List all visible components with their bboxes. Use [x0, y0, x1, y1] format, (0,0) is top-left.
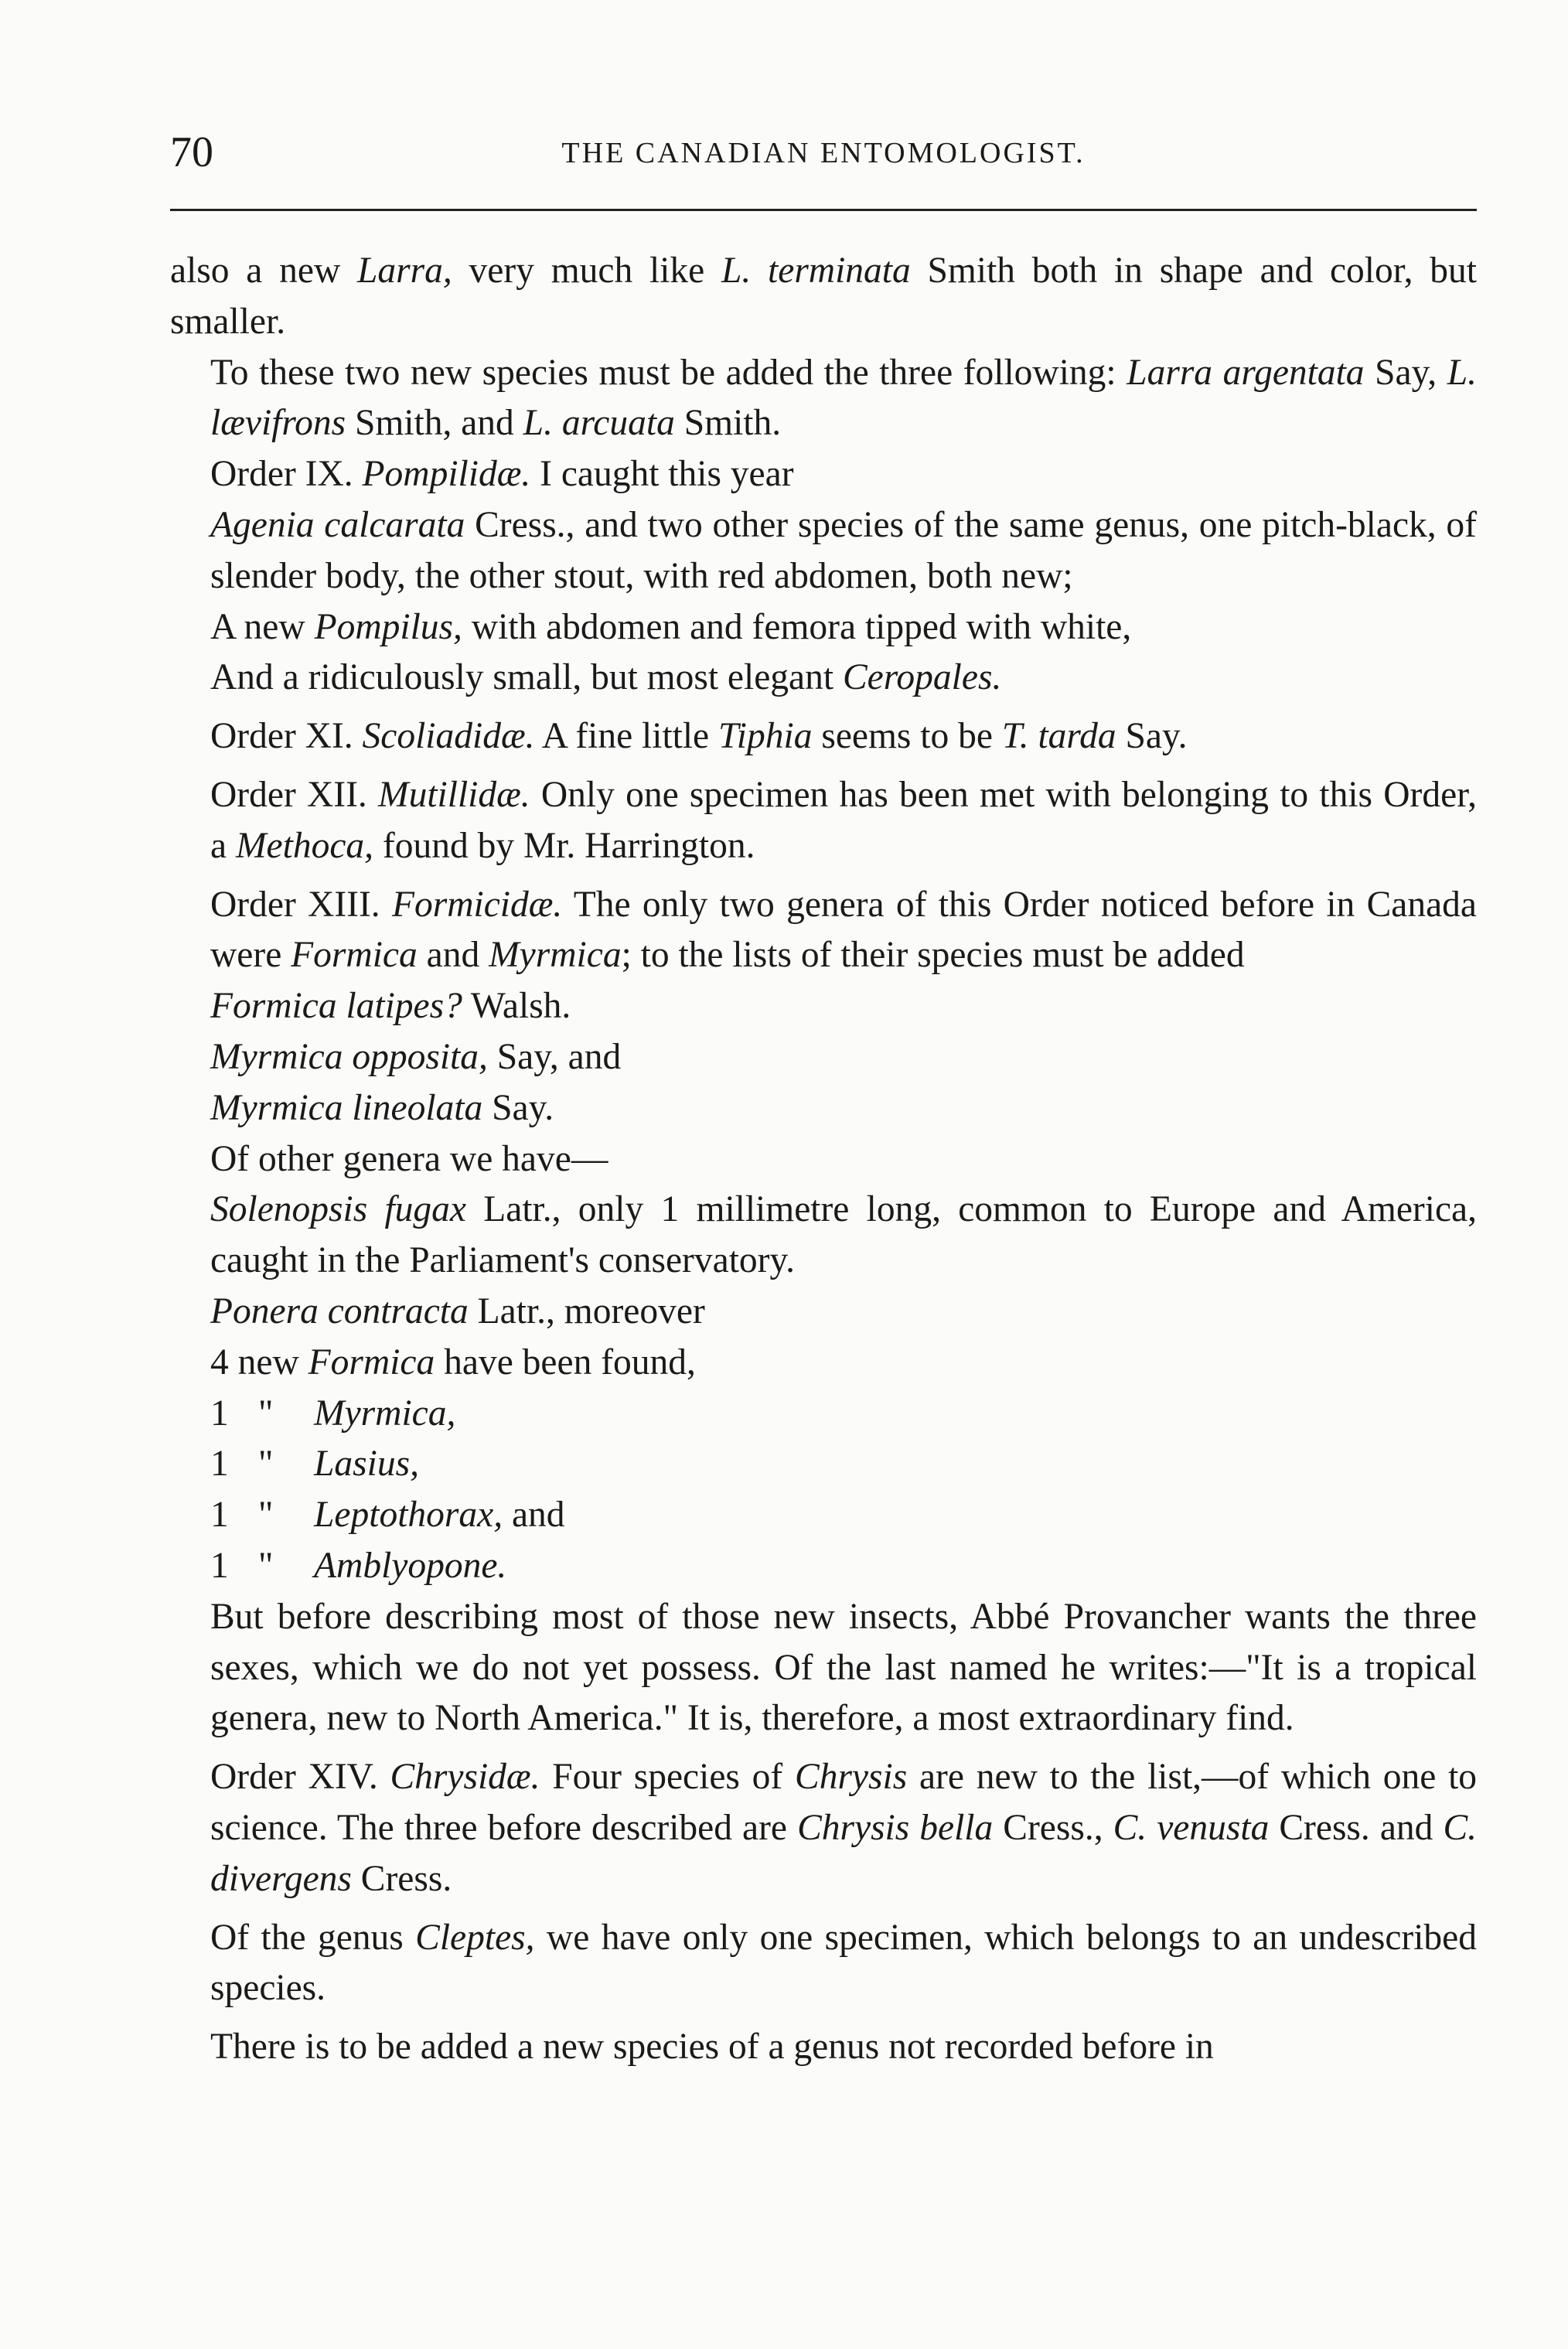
text-run: There is to be added a new species of a genus not recorded before in	[210, 2027, 1214, 2068]
page-number: 70	[170, 128, 213, 176]
genus-name: Leptothorax,	[314, 1495, 503, 1536]
taxon-name: Myrmica	[489, 935, 622, 976]
text-run: Cress., and two other species of the same genus, one pitch-black, of slender body, the other stout, with red abdomen, both new;	[210, 504, 1477, 596]
taxon-name: Mutillidæ.	[378, 774, 530, 815]
text-run: To these two new species must be added the three following:	[210, 352, 1127, 393]
text-run: we have only one specimen, which belongs to an undescribed species.	[210, 1917, 1477, 2009]
genus-count-list	[170, 1389, 1477, 1592]
taxon-name: C. divergens	[210, 1807, 1478, 1899]
list-item	[170, 1439, 1477, 1490]
text-run: Say,	[1364, 352, 1447, 393]
taxon-name: L. terminata	[721, 251, 911, 291]
paragraph	[170, 1338, 1477, 1389]
text-run: Cress.	[351, 1858, 452, 1899]
taxon-name: Pompilidæ.	[362, 454, 531, 495]
text-run: Of other genera we have—	[210, 1138, 608, 1179]
taxon-name: Ponera contracta	[210, 1290, 469, 1331]
running-header	[170, 125, 1477, 179]
text-run: Walsh.	[462, 986, 571, 1027]
list-item	[170, 1541, 1477, 1592]
text-run: Cress.,	[993, 1807, 1113, 1848]
taxon-name: Tiphia	[718, 716, 813, 757]
text-run: And a ridiculously small, but most elegant	[210, 657, 843, 698]
text-run: Order XI.	[210, 716, 363, 757]
taxon-name: Pompilus,	[314, 606, 462, 647]
taxon-name: L. lævifrons	[210, 352, 1478, 444]
text-run: Cress. and	[1269, 1807, 1444, 1848]
text-run: Order XIII.	[210, 884, 392, 925]
text-run: with abdomen and femora tipped with white,	[462, 606, 1132, 647]
genus-name: Myrmica,	[314, 1393, 456, 1434]
text-run: Latr., only 1 millimetre long, common to Europe and America, caught in the Parliament's conservatory.	[210, 1189, 1477, 1281]
taxon-name: Ceropales.	[842, 657, 1002, 698]
taxon-name: Methoca,	[235, 825, 374, 866]
taxon-name: Larra,	[357, 251, 452, 291]
text-run: Say.	[482, 1087, 554, 1128]
text-run: But before describing most of those new insects, Abbé Provancher wants the three sexes, which we do not yet possess. Of the last named he writes:—"It is a tropical genera, new to North America." It is, therefore, a most extraordinary find.	[210, 1596, 1477, 1739]
paragraph	[170, 1287, 1477, 1338]
text-run: found by Mr. Harrington.	[373, 825, 755, 866]
list-item	[170, 1490, 1477, 1541]
taxon-name: Myrmica lineolata	[210, 1087, 483, 1128]
text-run: A fine little	[534, 716, 718, 757]
ditto-mark: "	[258, 1393, 274, 1434]
text-run: Four species of	[540, 1757, 796, 1798]
text-run: Smith, and	[346, 403, 523, 444]
taxon-name: Formica	[308, 1342, 435, 1382]
taxon-name: L. arcuata	[523, 403, 675, 444]
text-run: Smith both in shape and color, but smaller.	[170, 251, 1477, 342]
text-run: The only two genera of this Order noticed before in Canada were	[210, 884, 1477, 976]
paragraph	[170, 1032, 1477, 1083]
item-count: 1	[210, 1393, 229, 1434]
text-run: and	[503, 1495, 565, 1536]
paragraph	[170, 348, 1477, 450]
paragraphs-after-list	[170, 1592, 1477, 2073]
text-run: are new to the list,—of which one to science. The three before described are	[210, 1757, 1478, 1848]
paragraph	[170, 1083, 1477, 1134]
text-run: very much like	[452, 251, 721, 291]
taxon-name: Chrysidæ.	[390, 1757, 540, 1798]
taxon-name: Cleptes,	[415, 1917, 535, 1958]
ditto-mark: "	[258, 1545, 274, 1586]
journal-title: THE CANADIAN ENTOMOLOGIST.	[561, 137, 1086, 169]
text-run: Say, and	[487, 1036, 622, 1077]
ditto-mark: "	[258, 1444, 274, 1485]
paragraph	[170, 880, 1477, 982]
paragraph	[170, 1752, 1477, 1904]
list-item	[170, 1389, 1477, 1440]
paragraph	[170, 711, 1477, 762]
text-run: Order IX.	[210, 454, 363, 495]
text-run: seems to be	[812, 716, 1002, 757]
taxon-name: Myrmica opposita,	[210, 1036, 488, 1077]
paragraph	[170, 981, 1477, 1032]
paragraph	[170, 2022, 1477, 2073]
taxon-name: Chrysis bella	[797, 1807, 994, 1848]
taxon-name: Formicidæ.	[391, 884, 563, 925]
text-run: Order XIV.	[210, 1757, 390, 1798]
text-run: A new	[210, 606, 315, 647]
text-run: Of the genus	[210, 1917, 416, 1958]
paragraph	[170, 1913, 1477, 2015]
taxon-name: Chrysis	[795, 1757, 908, 1798]
taxon-name: Formica latipes?	[210, 986, 462, 1027]
taxon-name: Scoliadidæ.	[362, 716, 535, 757]
taxon-name: Agenia calcarata	[210, 504, 465, 545]
paragraph	[170, 500, 1477, 602]
paragraph	[170, 602, 1477, 653]
taxon-name: Larra argentata	[1127, 352, 1365, 393]
text-run: Latr., moreover	[468, 1290, 705, 1331]
genus-name: Lasius,	[314, 1444, 419, 1485]
taxon-name: Formica	[291, 935, 418, 976]
paragraph	[170, 770, 1477, 872]
ditto-mark: "	[258, 1495, 274, 1536]
paragraph	[170, 449, 1477, 500]
text-run: and	[417, 935, 489, 976]
text-run: Say.	[1116, 716, 1188, 757]
text-run: Smith.	[674, 403, 782, 444]
text-run: 4 new	[210, 1342, 308, 1382]
item-count: 1	[210, 1444, 229, 1485]
paragraph	[170, 1592, 1477, 1744]
text-run: Only one specimen has been met with belonging to this Order, a	[210, 774, 1477, 866]
text-run: also a new	[170, 251, 358, 291]
header-rule	[170, 209, 1477, 211]
text-run: ; to the lists of their species must be added	[621, 935, 1245, 976]
taxon-name: T. tarda	[1001, 716, 1116, 757]
item-count: 1	[210, 1495, 229, 1536]
paragraph	[170, 246, 1477, 348]
genus-name: Amblyopone.	[314, 1545, 507, 1586]
text-run: I caught this year	[530, 454, 794, 495]
paragraph	[170, 1134, 1477, 1185]
paragraph	[170, 1185, 1477, 1287]
body-text	[170, 246, 1477, 2073]
paragraph	[170, 653, 1477, 704]
taxon-name: C. venusta	[1113, 1807, 1270, 1848]
paragraphs-before-list	[170, 246, 1477, 1389]
taxon-name: Solenopsis fugax	[210, 1189, 466, 1230]
text-run: have been found,	[435, 1342, 696, 1382]
text-run: Order XII.	[210, 774, 379, 815]
item-count: 1	[210, 1545, 229, 1586]
